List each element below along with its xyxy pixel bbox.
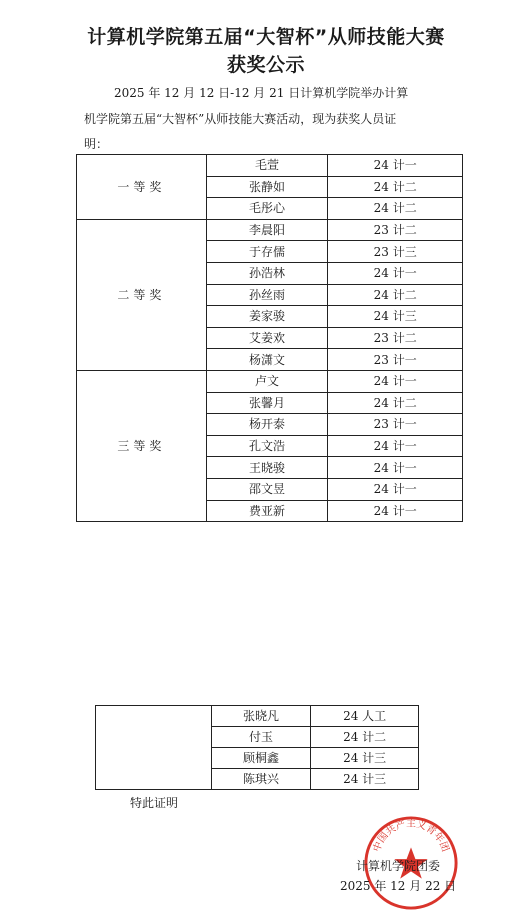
winner-class: 24 计三 <box>311 769 419 790</box>
winner-class: 24 计一 <box>328 155 463 177</box>
prize-level: 二等奖 <box>77 219 207 370</box>
table-row <box>77 155 463 177</box>
winner-class: 24 计三 <box>311 748 419 769</box>
winner-name: 卢文 <box>206 370 328 392</box>
winner-name: 陈琪兴 <box>211 769 311 790</box>
svg-text:中国共产主义青年团 <box>370 817 452 854</box>
winner-class: 24 计一 <box>328 370 463 392</box>
issuer-name: 计算机学院团委 <box>356 859 441 873</box>
winner-class: 24 计一 <box>328 500 463 522</box>
winner-name: 杨潇文 <box>206 349 328 371</box>
table-row <box>96 706 419 727</box>
winner-class: 23 计三 <box>328 241 463 263</box>
winner-name: 姜家骏 <box>206 306 328 328</box>
winner-name: 于存儒 <box>206 241 328 263</box>
prize-level-empty <box>96 706 212 790</box>
winner-name: 费亚新 <box>206 500 328 522</box>
certify-text: 特此证明 <box>130 796 179 810</box>
winner-name: 邵文昱 <box>206 478 328 500</box>
winner-class: 24 计二 <box>328 198 463 220</box>
winner-name: 孙丝雨 <box>206 284 328 306</box>
winner-class: 24 计一 <box>328 435 463 457</box>
winner-name: 李晨阳 <box>206 219 328 241</box>
winner-class: 24 计一 <box>328 262 463 284</box>
winner-class: 23 计二 <box>328 219 463 241</box>
winner-name: 艾姜欢 <box>206 327 328 349</box>
winner-name: 张馨月 <box>206 392 328 414</box>
prize-level: 一等奖 <box>77 155 207 220</box>
intro-line-1: 2025 年 12 月 12 日-12 月 21 日计算机学院举办计算 <box>114 86 409 100</box>
intro-line-2: 机学院第五届“大智杯”从师技能大赛活动，现为获奖人员证 <box>84 112 397 126</box>
winner-class: 24 计二 <box>311 727 419 748</box>
winner-name: 杨开泰 <box>206 414 328 436</box>
supplementary-table <box>95 705 419 790</box>
award-table <box>76 154 463 522</box>
seal-text: 中国共产主义青年团 <box>371 818 451 854</box>
winner-class: 24 计一 <box>328 457 463 479</box>
prize-level: 三等奖 <box>77 370 207 521</box>
winner-class: 23 计一 <box>328 349 463 371</box>
winner-class: 24 计一 <box>328 478 463 500</box>
page-subtitle: 获奖公示 <box>226 54 305 76</box>
winner-name: 张晓凡 <box>211 706 311 727</box>
winner-name: 王晓骏 <box>206 457 328 479</box>
winner-class: 23 计二 <box>328 327 463 349</box>
page-title: 计算机学院第五届“大智杯”从师技能大赛 <box>87 26 445 48</box>
winner-name: 张静如 <box>206 176 328 198</box>
winner-name: 孔文浩 <box>206 435 328 457</box>
winner-class: 24 计二 <box>328 392 463 414</box>
winner-name: 毛萱 <box>206 155 328 177</box>
issue-date: 2025 年 12 月 22 日 <box>340 879 457 893</box>
table-row <box>77 219 463 241</box>
table-row <box>77 370 463 392</box>
winner-name: 孙浩林 <box>206 262 328 284</box>
winner-class: 24 计三 <box>328 306 463 328</box>
winner-class: 24 计二 <box>328 284 463 306</box>
winner-name: 毛彤心 <box>206 198 328 220</box>
winner-class: 23 计一 <box>328 414 463 436</box>
intro-line-3: 明： <box>84 137 109 151</box>
winner-class: 24 计二 <box>328 176 463 198</box>
winner-name: 付玉 <box>211 727 311 748</box>
winner-class: 24 人工 <box>311 706 419 727</box>
winner-name: 顾桐鑫 <box>211 748 311 769</box>
